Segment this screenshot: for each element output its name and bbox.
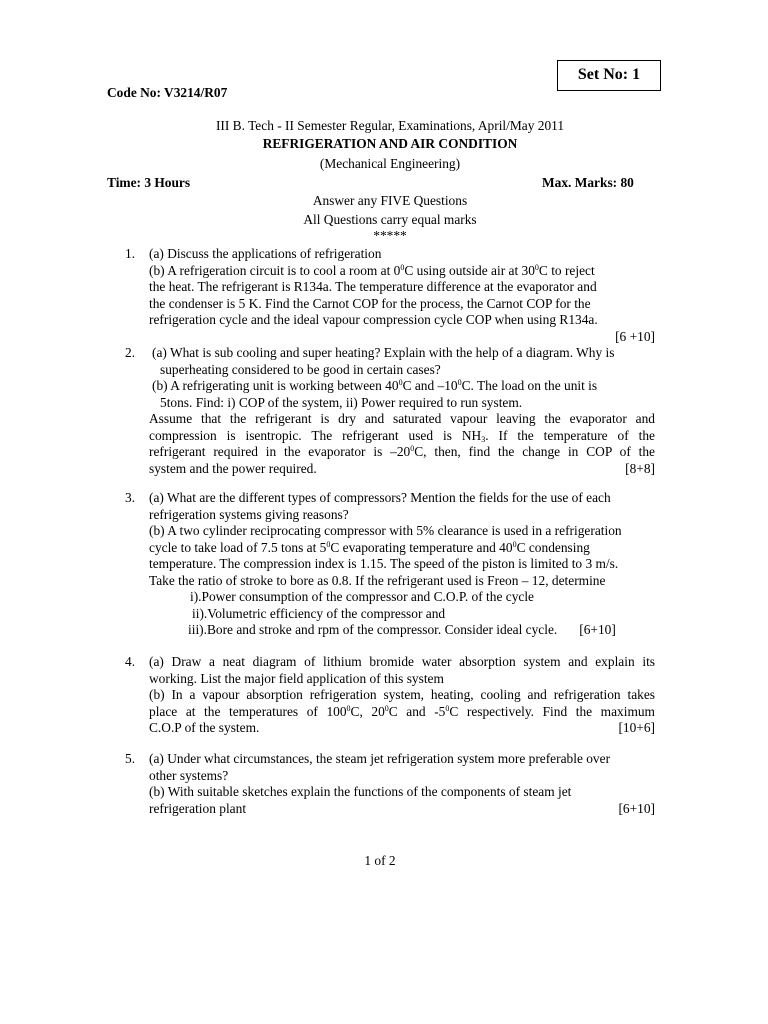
question-3: [125, 490, 655, 639]
q4-part-b-line1: (b) In a vapour absorption refrigeration system, heating, cooling and refrigeration takes: [149, 687, 655, 702]
q4-marks: [10+6]: [618, 720, 655, 735]
q3-part-b-line1: (b) A two cylinder reciprocating compressor with 5% clearance is used in a refrigeration: [149, 523, 622, 538]
q2-para-line4: system and the power required. [8+8]: [149, 460, 655, 476]
q2-part-a-line1: (a) What is sub cooling and super heating? Explain with the help of a diagram. Why is: [152, 345, 615, 360]
exam-title: III B. Tech - II Semester Regular, Examinations, April/May 2011: [215, 118, 565, 133]
subject-title: REFRIGERATION AND AIR CONDITION: [262, 136, 518, 151]
q5-part-a-line2: other systems?: [149, 767, 229, 783]
q1-part-b-line3: the condenser is 5 K. Find the Carnot COP for the process, the Carnot COP for the: [149, 295, 591, 311]
q3-part-b-line2: cycle to take load of 7.5 tons at $5^0C$ evaporating temperature and $40^0C$ condensing: [149, 539, 590, 555]
q1-part-a: (a) Discuss the applications of refrigeration: [149, 246, 382, 261]
q5-part-b-line1: (b) With suitable sketches explain the functions of the components of steam jet: [149, 784, 572, 799]
q4-part-a-line2: working. List the major field application of this system: [149, 670, 444, 686]
question-2: [125, 345, 655, 477]
question-number: 2.: [125, 345, 136, 360]
set-number-box: Set No: 1: [557, 60, 661, 91]
q5-part-a-line1: (a) Under what circumstances, the steam jet refrigeration system more preferable over: [149, 751, 611, 766]
question-4: [125, 654, 655, 737]
q2-part-b-line2: 5tons. Find: i) COP of the system, ii) Power required to run system.: [160, 394, 523, 410]
q1-part-b-line4: refrigeration cycle and the ideal vapour compression cycle COP when using R134a.: [149, 312, 598, 327]
question-number: 5.: [125, 751, 136, 766]
max-marks: Max. Marks: 80: [542, 175, 634, 190]
q2-para-line3: refrigerant required in the evaporator is $-20^0C$, then, find the change in COP of the: [149, 444, 655, 459]
question-number: 4.: [125, 654, 136, 669]
q3-sub-ii: ii).Volumetric efficiency of the compressor and: [192, 605, 446, 621]
q5-marks: [6+10]: [618, 800, 655, 816]
q2-part-b-line1: (b) A refrigerating unit is working between $40^0C$ and $-10^0C$. The load on the unit is: [152, 378, 598, 393]
q4-part-a-line1: (a) Draw a neat diagram of lithium bromide water absorption system and explain its: [149, 654, 655, 669]
q1-marks: [6 +10]: [615, 328, 655, 344]
q2-part-a-line2: superheating considered to be good in certain cases?: [160, 361, 441, 377]
question-number: 3.: [125, 490, 136, 505]
question-1: [125, 246, 655, 345]
q4-part-b-line3: C.O.P of the system. [10+6]: [149, 720, 655, 735]
q2-marks: [8+8]: [625, 460, 655, 476]
code-number: Code No: V3214/R07: [107, 85, 228, 100]
q1-part-b-line1: (b) A refrigeration circuit is to cool a room at $0^0C$ using outside air at $30^0C$ to reject: [149, 262, 595, 278]
q2-para-line1: Assume that the refrigerant is dry and saturated vapour leaving the evaporator and: [149, 411, 655, 426]
branch: (Mechanical Engineering): [319, 156, 461, 171]
question-number: 1.: [125, 246, 136, 261]
q3-part-a-line2: refrigeration systems giving reasons?: [149, 506, 349, 522]
page-number: 1 of 2: [364, 853, 396, 868]
instruction-answer: Answer any FIVE Questions: [312, 193, 468, 208]
q4-part-b-line2: place at the temperatures of $100^0C$, $20^0C$ and $-5^0C$ respectively. Find the maximum: [149, 703, 655, 719]
separator-stars: *****: [373, 228, 407, 243]
q3-sub-iii: iii).Bore and stroke and rpm of the compressor. Consider ideal cycle. [6+10]: [188, 622, 616, 637]
q3-marks: [6+10]: [579, 622, 616, 637]
question-5: [125, 751, 655, 817]
q3-sub-i: i).Power consumption of the compressor and C.O.P. of the cycle: [190, 589, 534, 604]
exam-time: Time: 3 Hours: [107, 175, 191, 190]
q1-part-b-line2: the heat. The refrigerant is R134a. The temperature difference at the evaporator and: [149, 279, 597, 294]
q3-part-b-line3: temperature. The compression index is 1.15. The speed of the piston is limited to 3 m/s.: [149, 556, 619, 571]
q3-part-b-line4: Take the ratio of stroke to bore as 0.8. If the refrigerant used is Freon – 12, determine: [149, 572, 606, 588]
q3-part-a-line1: (a) What are the different types of compressors? Mention the fields for the use of each: [149, 490, 611, 505]
instruction-marks: All Questions carry equal marks: [303, 212, 477, 227]
q2-para-line2: compression is isentropic. The refrigerant used is $NH_3$. If the temperature of the: [149, 427, 655, 444]
q5-part-b-line2: refrigeration plant [6+10]: [149, 800, 655, 816]
